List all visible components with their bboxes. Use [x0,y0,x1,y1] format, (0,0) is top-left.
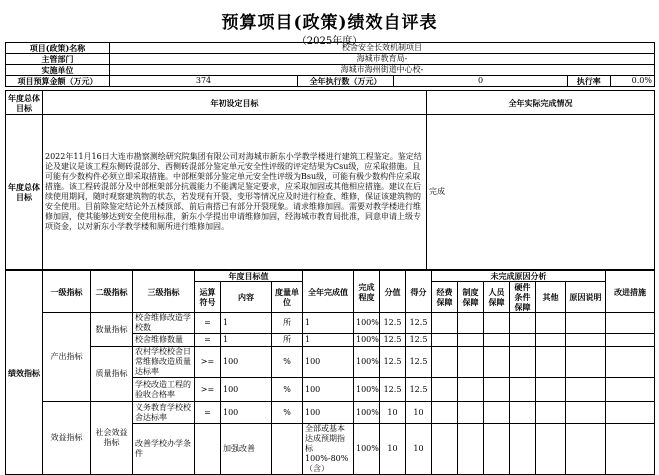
level3-cell: 义务教育学校校舍达标率 [133,402,195,424]
header-measures: 改进措施 [606,271,655,313]
header-unit: 度量单位 [272,282,303,313]
empty-cell [432,402,458,424]
empty-cell [458,424,484,475]
budget-label: 项目预算金额（万元） [6,76,110,87]
header-reason-other: 其他 [536,282,566,313]
goals-table [5,90,655,270]
empty-cell [536,402,566,424]
level3-cell: 改善学校办学条件 [133,424,195,475]
empty-cell [536,313,566,334]
empty-cell [510,313,536,334]
header-actual: 全年完成值 [303,271,354,313]
header-reason-note: 原因说明 [566,282,606,313]
empty-cell [566,313,606,334]
completion-cell: 100% [354,424,380,475]
annual-goal-text: 2022年11月16日大连市勘察测绘研究院集团有限公司对海城市新东小学教学楼进行建筑工程鉴定。鉴定结论及建议是该工程东侧砖混部分、西侧砖混部分鉴定单元安全性评级的评定结果为Csu级，应采取措施。且可能有少数构件必须立即采取措施。中部框架部分鉴定单元安全性评级为Bsu级，可能有极少数构件应采取措施。该工程砖混部分及中部框架部分抗震能力不能满足鉴定要求，应采取加固或其他相应措施。建议在后续使用期间，随时观察建筑物的状态，若发现有开裂、变形等情况应及时进行检查、维修，保证该建筑物的安全使用。目前除鉴定结论外五楼顶部、前后南搭已有部分开裂现象。请求维修加固。需要对教学楼进行维修加固，使其能够达到安全使用标准，新东小学提出申请维修加固，经海城市教育局批准，同意申请上级专项资金，以对新东小学教学楼和厕所进行维修加固。 [43,115,427,270]
header-target-group: 年度目标值 [195,271,303,282]
actual-cell: 1 [303,313,354,334]
empty-cell [536,347,566,378]
score-cell: 12.5 [406,347,432,378]
score-cell: 12.5 [406,334,432,347]
level2-quality: 质量指标 [91,347,133,402]
exec-value: 0 [394,76,568,87]
empty-cell [536,378,566,402]
rate-value: 0.0% [631,76,652,85]
actual-cell: 全部或基本达成预期指标100%-80%（含） [303,424,354,475]
actual-cell: 1 [303,334,354,347]
content-cell: 1 [221,313,272,334]
performance-table [5,270,655,475]
actual-header: 全年实际完成情况 [427,91,655,115]
completion-cell: 100% [354,334,380,347]
header-level2: 二级指标 [91,271,133,313]
goal-label-top: 年度总体目标 [6,91,43,115]
content-cell: 100 [221,347,272,378]
page-title: 预算项目(政策)绩效自评表 [221,13,438,33]
op-cell [195,424,221,475]
actual-cell: 100 [303,402,354,424]
empty-cell [484,378,510,402]
completion-cell: 100% [354,347,380,378]
weight-cell: 12.5 [380,378,406,402]
unit-label: 实施单位 [6,65,110,76]
op-cell: >= [195,378,221,402]
actual-cell: 100 [303,378,354,402]
empty-cell [432,424,458,475]
info-table [5,42,655,87]
completion-cell: 100% [354,313,380,334]
dept-label: 主管部门 [6,54,110,65]
level1-benefit: 效益指标 [43,402,91,475]
level3-cell: 校舍维修数量 [133,334,195,347]
empty-cell [606,402,655,424]
level3-cell: 校舍维修改造学校数 [133,313,195,334]
empty-cell [510,424,536,475]
completion-cell: 100% [354,378,380,402]
content-cell: 1 [221,334,272,347]
unit-cell: 所 [272,334,303,347]
empty-cell [510,402,536,424]
weight-cell: 10 [380,402,406,424]
unit-cell: % [272,402,303,424]
empty-cell [458,334,484,347]
empty-cell [606,378,655,402]
header-level3: 三级指标 [133,271,195,313]
op-cell: = [195,402,221,424]
level2-quantity: 数量指标 [91,313,133,347]
level1-output: 产出指标 [43,313,91,402]
unit-cell [272,424,303,475]
empty-cell [536,424,566,475]
empty-cell [484,347,510,378]
project-name-label: 项目(政策)名称 [6,43,110,54]
empty-cell [484,313,510,334]
empty-cell [432,378,458,402]
empty-cell [510,334,536,347]
page-year: （2025年度） [296,36,363,47]
content-cell: 加强改善 [221,424,272,475]
empty-cell [606,424,655,475]
header-completion: 完成程度 [354,271,380,313]
empty-cell [606,334,655,347]
level2-social: 社会效益指标 [91,402,133,475]
content-cell: 100 [221,402,272,424]
weight-cell: 10 [380,424,406,475]
header-reason-system: 制度保障 [458,282,484,313]
weight-cell: 12.5 [380,347,406,378]
empty-cell [566,334,606,347]
unit-value: 海城市海州街道中心校- [110,65,655,76]
goal-label: 年度总体目标 [6,115,43,270]
unit-cell: % [272,378,303,402]
empty-cell [566,347,606,378]
content-cell: 100 [221,378,272,402]
weight-cell: 12.5 [380,313,406,334]
exec-label: 全年执行数（万元） [298,76,394,87]
unit-cell: % [272,347,303,378]
header-score: 得分 [406,271,432,313]
empty-cell [484,402,510,424]
empty-cell [458,378,484,402]
actual-cell: 100 [303,347,354,378]
empty-cell [536,334,566,347]
project-name-value: 校舍安全长效机制项目 [110,43,655,54]
empty-cell [432,334,458,347]
completion-cell: 100% [354,402,380,424]
actual-text: 完成 [427,115,655,270]
rate-cell [568,76,655,87]
empty-cell [432,313,458,334]
level3-cell: 农村学校校舍日常维修改造质量达标率 [133,347,195,378]
empty-cell [432,347,458,378]
empty-cell [458,347,484,378]
empty-cell [510,378,536,402]
header-weight: 分值 [380,271,406,313]
empty-cell [484,424,510,475]
score-cell: 12.5 [406,378,432,402]
op-cell: >= [195,347,221,378]
op-cell: = [195,313,221,334]
empty-cell [606,313,655,334]
header-level1: 一级指标 [43,271,91,313]
score-cell: 12.5 [406,313,432,334]
header-operator: 运算符号 [195,282,221,313]
empty-cell [458,402,484,424]
unit-cell: 所 [272,313,303,334]
empty-cell [606,347,655,378]
empty-cell [484,334,510,347]
op-cell: = [195,334,221,347]
weight-cell: 12.5 [380,334,406,347]
score-cell: 10 [406,424,432,475]
annual-goal-header: 年初设定目标 [43,91,427,115]
header-reason-group: 未完成原因分析 [432,271,606,282]
header-reason-funding: 经费保障 [432,282,458,313]
rate-label: 执行率 [568,76,611,86]
score-cell: 10 [406,402,432,424]
performance-section-label: 绩效指标 [6,271,43,475]
budget-value: 374 [110,76,298,87]
empty-cell [566,378,606,402]
empty-cell [510,347,536,378]
header-reason-staff: 人员保障 [484,282,510,313]
empty-cell [566,424,606,475]
dept-value: 海城市教育局- [110,54,655,65]
empty-cell [458,313,484,334]
empty-cell [566,402,606,424]
header-content: 内容 [221,282,272,313]
header-reason-hardware: 硬件条件保障 [510,282,536,313]
level3-cell: 学校改造工程的验收合格率 [133,378,195,402]
